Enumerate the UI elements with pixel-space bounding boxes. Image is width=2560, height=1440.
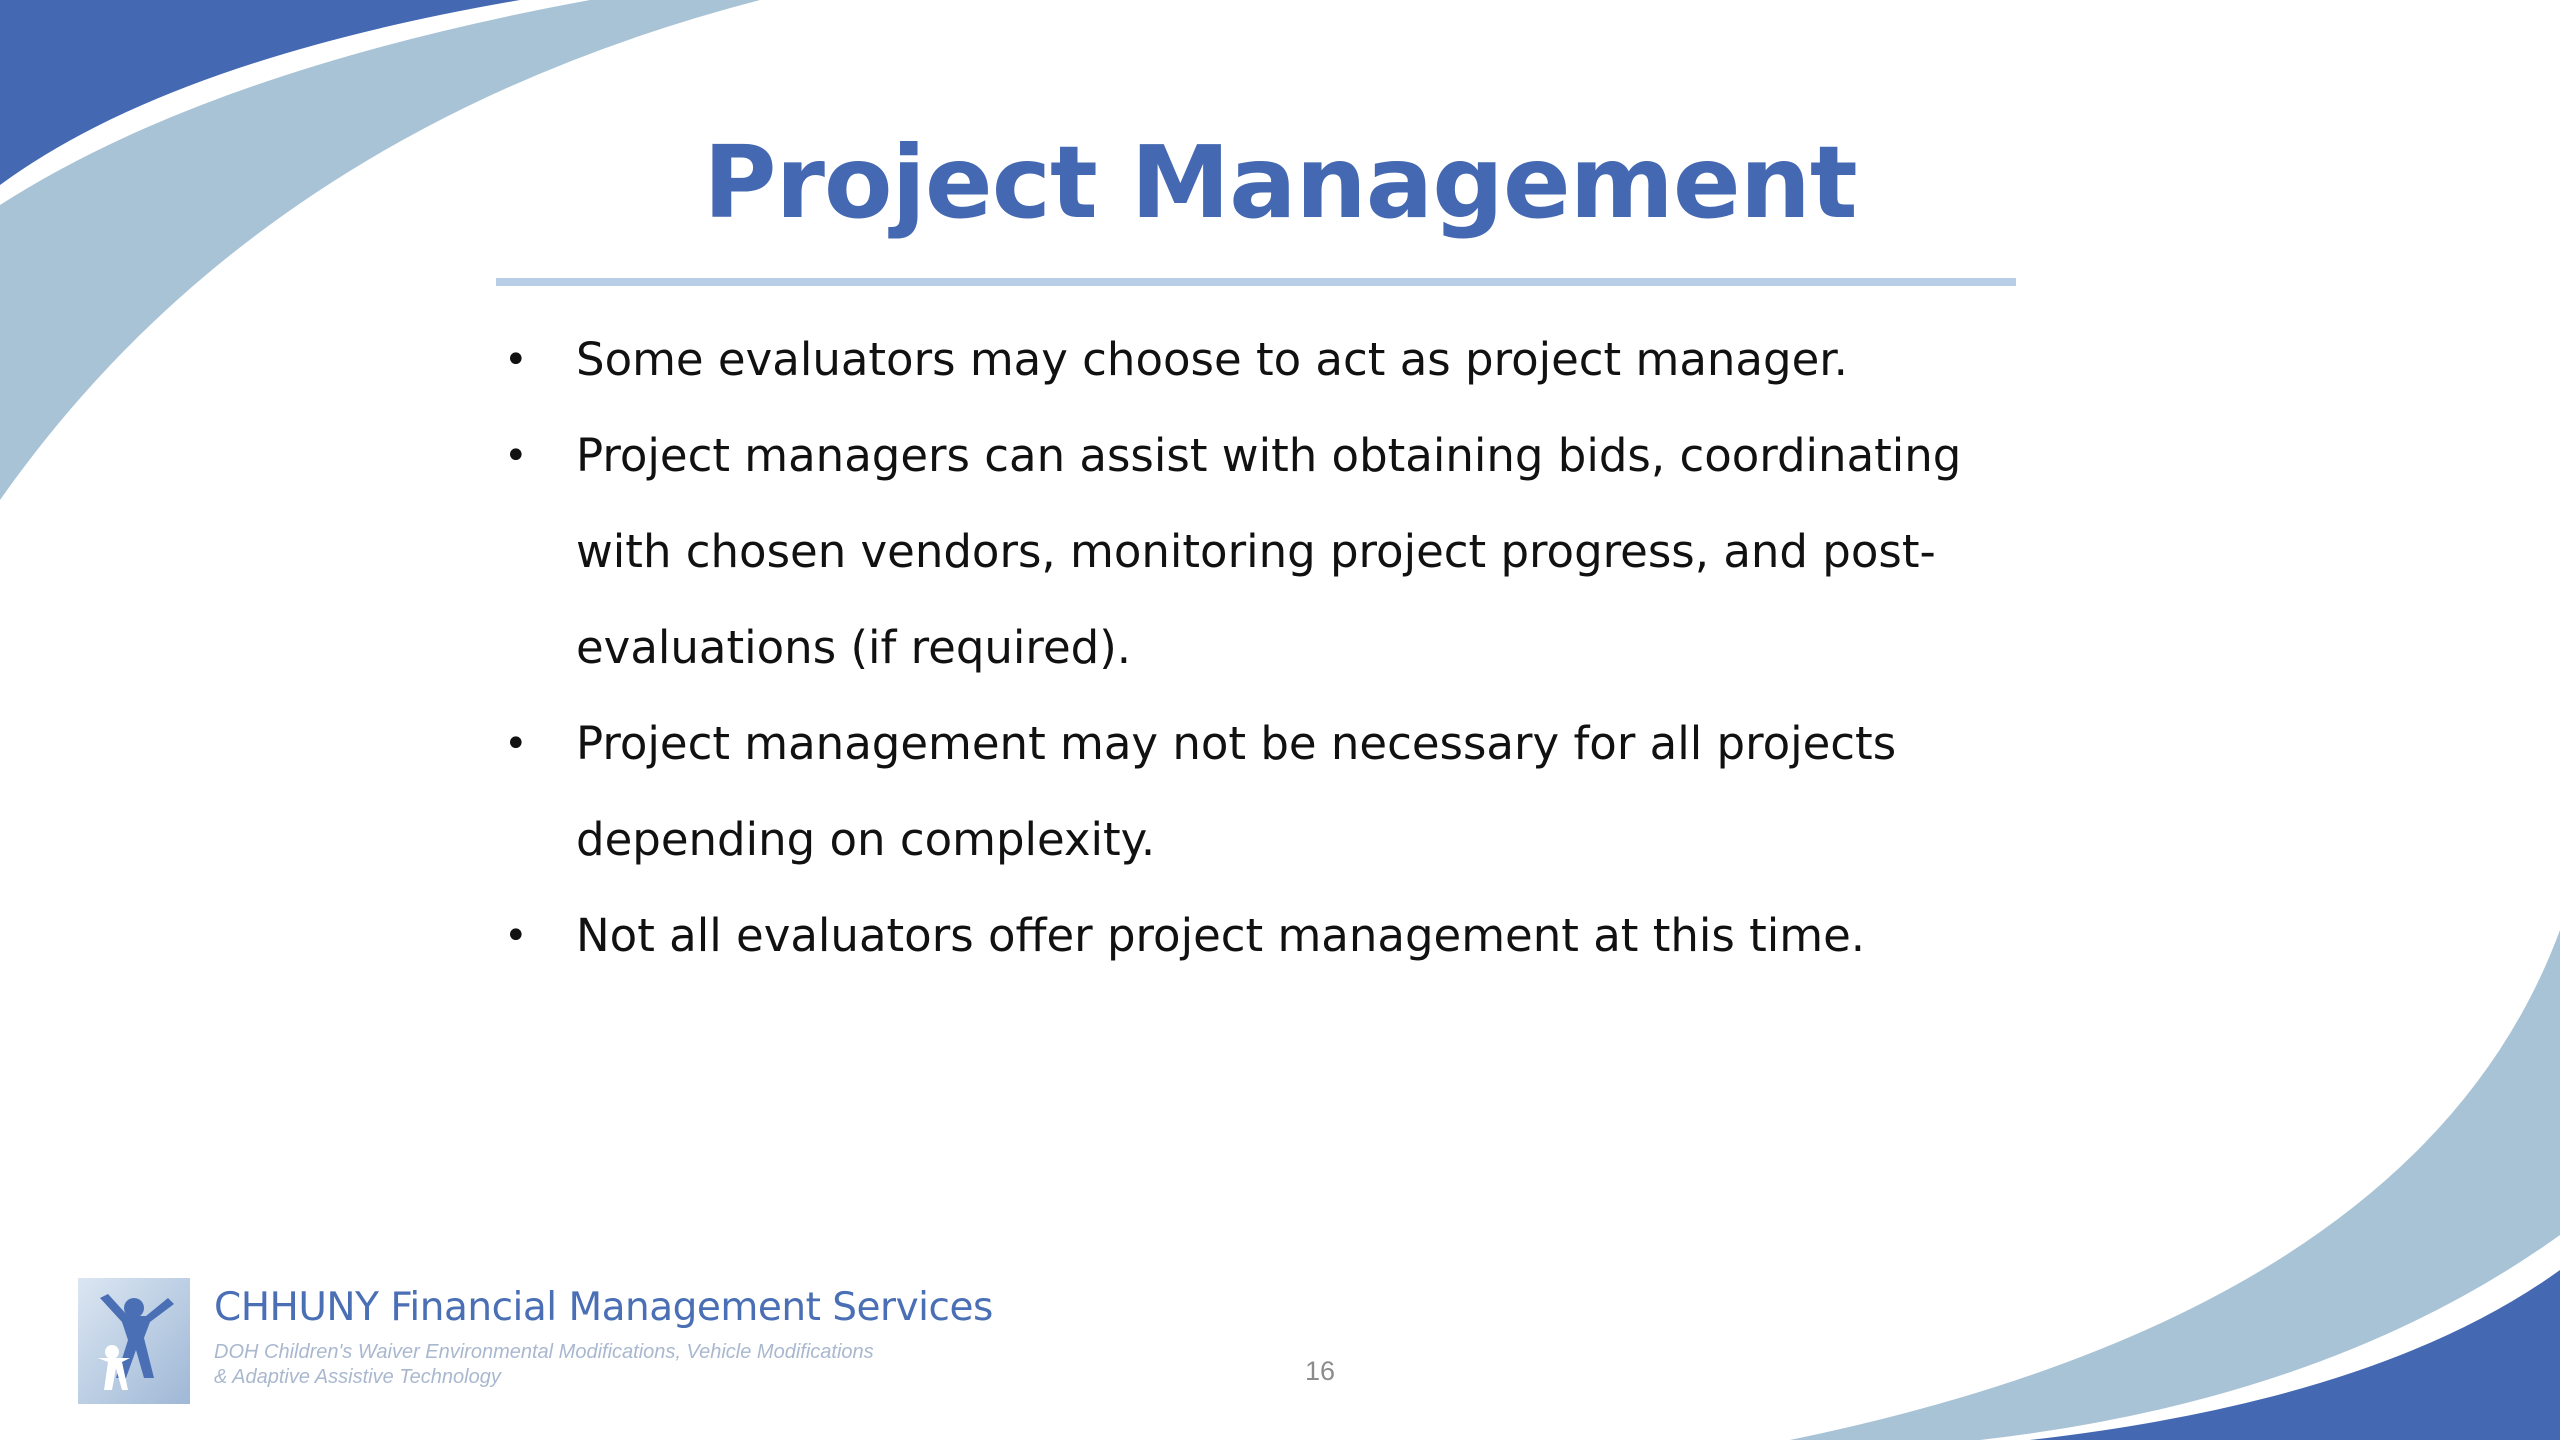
bullet-item [496,888,2056,984]
bullet-item [496,408,2056,696]
bullet-marker: • [504,721,528,767]
logo-tagline-line-2: & Adaptive Assistive Technology [214,1366,501,1388]
bullet-list [496,312,2056,984]
child-figure-icon [78,1278,190,1404]
bullet-item [496,312,2056,408]
logo-tagline [214,1340,874,1390]
bullet-text: Project management may not be necessary for all projects depending on complexity. [576,717,1897,866]
logo-tagline-line-1: DOH Children's Waiver Environmental Modifications, Vehicle Modifications [214,1341,874,1363]
bullet-item [496,696,2056,888]
title-divider [496,278,2016,286]
logo-name: CHHUNY Financial Management Services [214,1285,993,1330]
bullet-text: Not all evaluators offer project management at this time. [576,909,1866,962]
bullet-marker: • [504,337,528,383]
bullet-text: Project managers can assist with obtaining bids, coordinating with chosen vendors, monitoring project progress, and post-evaluations (if required). [576,429,1962,674]
slide-title: Project Management [703,124,1857,241]
page-number: 16 [1304,1356,1336,1386]
bullet-text: Some evaluators may choose to act as project manager. [576,333,1848,386]
bullet-marker: • [504,913,528,959]
bullet-marker: • [504,433,528,479]
